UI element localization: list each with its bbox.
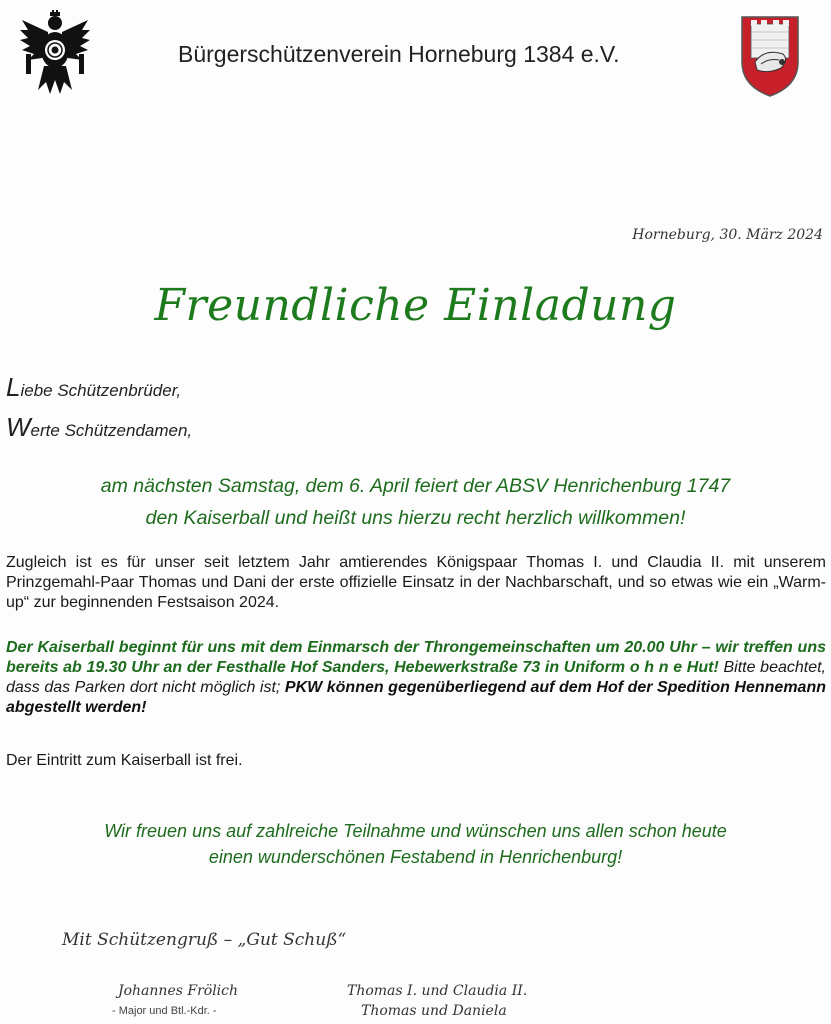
parking-instruction: PKW können gegenüberliegend auf dem Hof der Spedition Hennemann abgestellt werden! (6, 679, 827, 716)
greeting-initial-2: W (6, 412, 31, 442)
signature-left-role: - Major und Btl.-Kdr. - (112, 1005, 217, 1017)
paragraph-kingship: Zugleich ist es für unser seit letztem Jahr amtierendes Königspaar Thomas I. und Claudia II. mit unserem Prinzgemahl-Paar Thomas und Dani der erste offizielle Einsatz in der Nachbarschaft, und so etwas wie ein „Warm-up“ zur beginnenden Festsaison 2024. (6, 554, 826, 611)
greeting-text-2: erte Schützendamen, (30, 421, 193, 440)
signature-left-name: Johannes Frölich (118, 983, 239, 999)
closing-line-2: einen wunderschönen Festabend in Henrichenburg! (208, 847, 623, 867)
signature-right-line-1: Thomas I. und Claudia II. (347, 983, 528, 999)
parking-note: Bitte beachtet, dass das Parken dort nicht möglich ist; (6, 659, 827, 696)
greeting-line-1 (6, 372, 181, 403)
greeting-initial-1: L (6, 372, 21, 402)
greeting-text-1: iebe Schützenbrüder, (20, 381, 182, 400)
eagle-emblem-icon (18, 10, 92, 96)
salutation: Mit Schützengruß – „Gut Schuß“ (62, 930, 347, 950)
schedule-details: Der Kaiserball beginnt für uns mit dem Einmarsch der Throngemeinschaften um 20.00 Uhr – wir treffen uns bereits ab 19.30 Uhr an der Festhalle Hof Sanders, Hebewerkstraße 73 in Uniform o h n e Hut! (6, 639, 826, 676)
lead-line-2: den Kaiserball und heißt uns hierzu recht herzlich willkommen! (145, 507, 686, 529)
invitation-title: Freundliche Einladung (154, 280, 677, 331)
admission-note: Der Eintritt zum Kaiserball ist frei. (6, 752, 243, 769)
lead-line-1: am nächsten Samstag, dem 6. April feiert der ABSV Henrichenburg 1747 (100, 475, 731, 497)
town-crest-icon (739, 14, 801, 98)
greeting-line-2 (6, 412, 192, 443)
signature-right-line-2: Thomas und Daniela (361, 1003, 507, 1019)
organization-name: Bürgerschützenverein Horneburg 1384 e.V. (178, 41, 620, 67)
paragraph-schedule (6, 638, 826, 718)
closing-line-1: Wir freuen uns auf zahlreiche Teilnahme und wünschen uns allen schon heute (104, 821, 727, 841)
date-line: Horneburg, 30. März 2024 (632, 227, 823, 243)
